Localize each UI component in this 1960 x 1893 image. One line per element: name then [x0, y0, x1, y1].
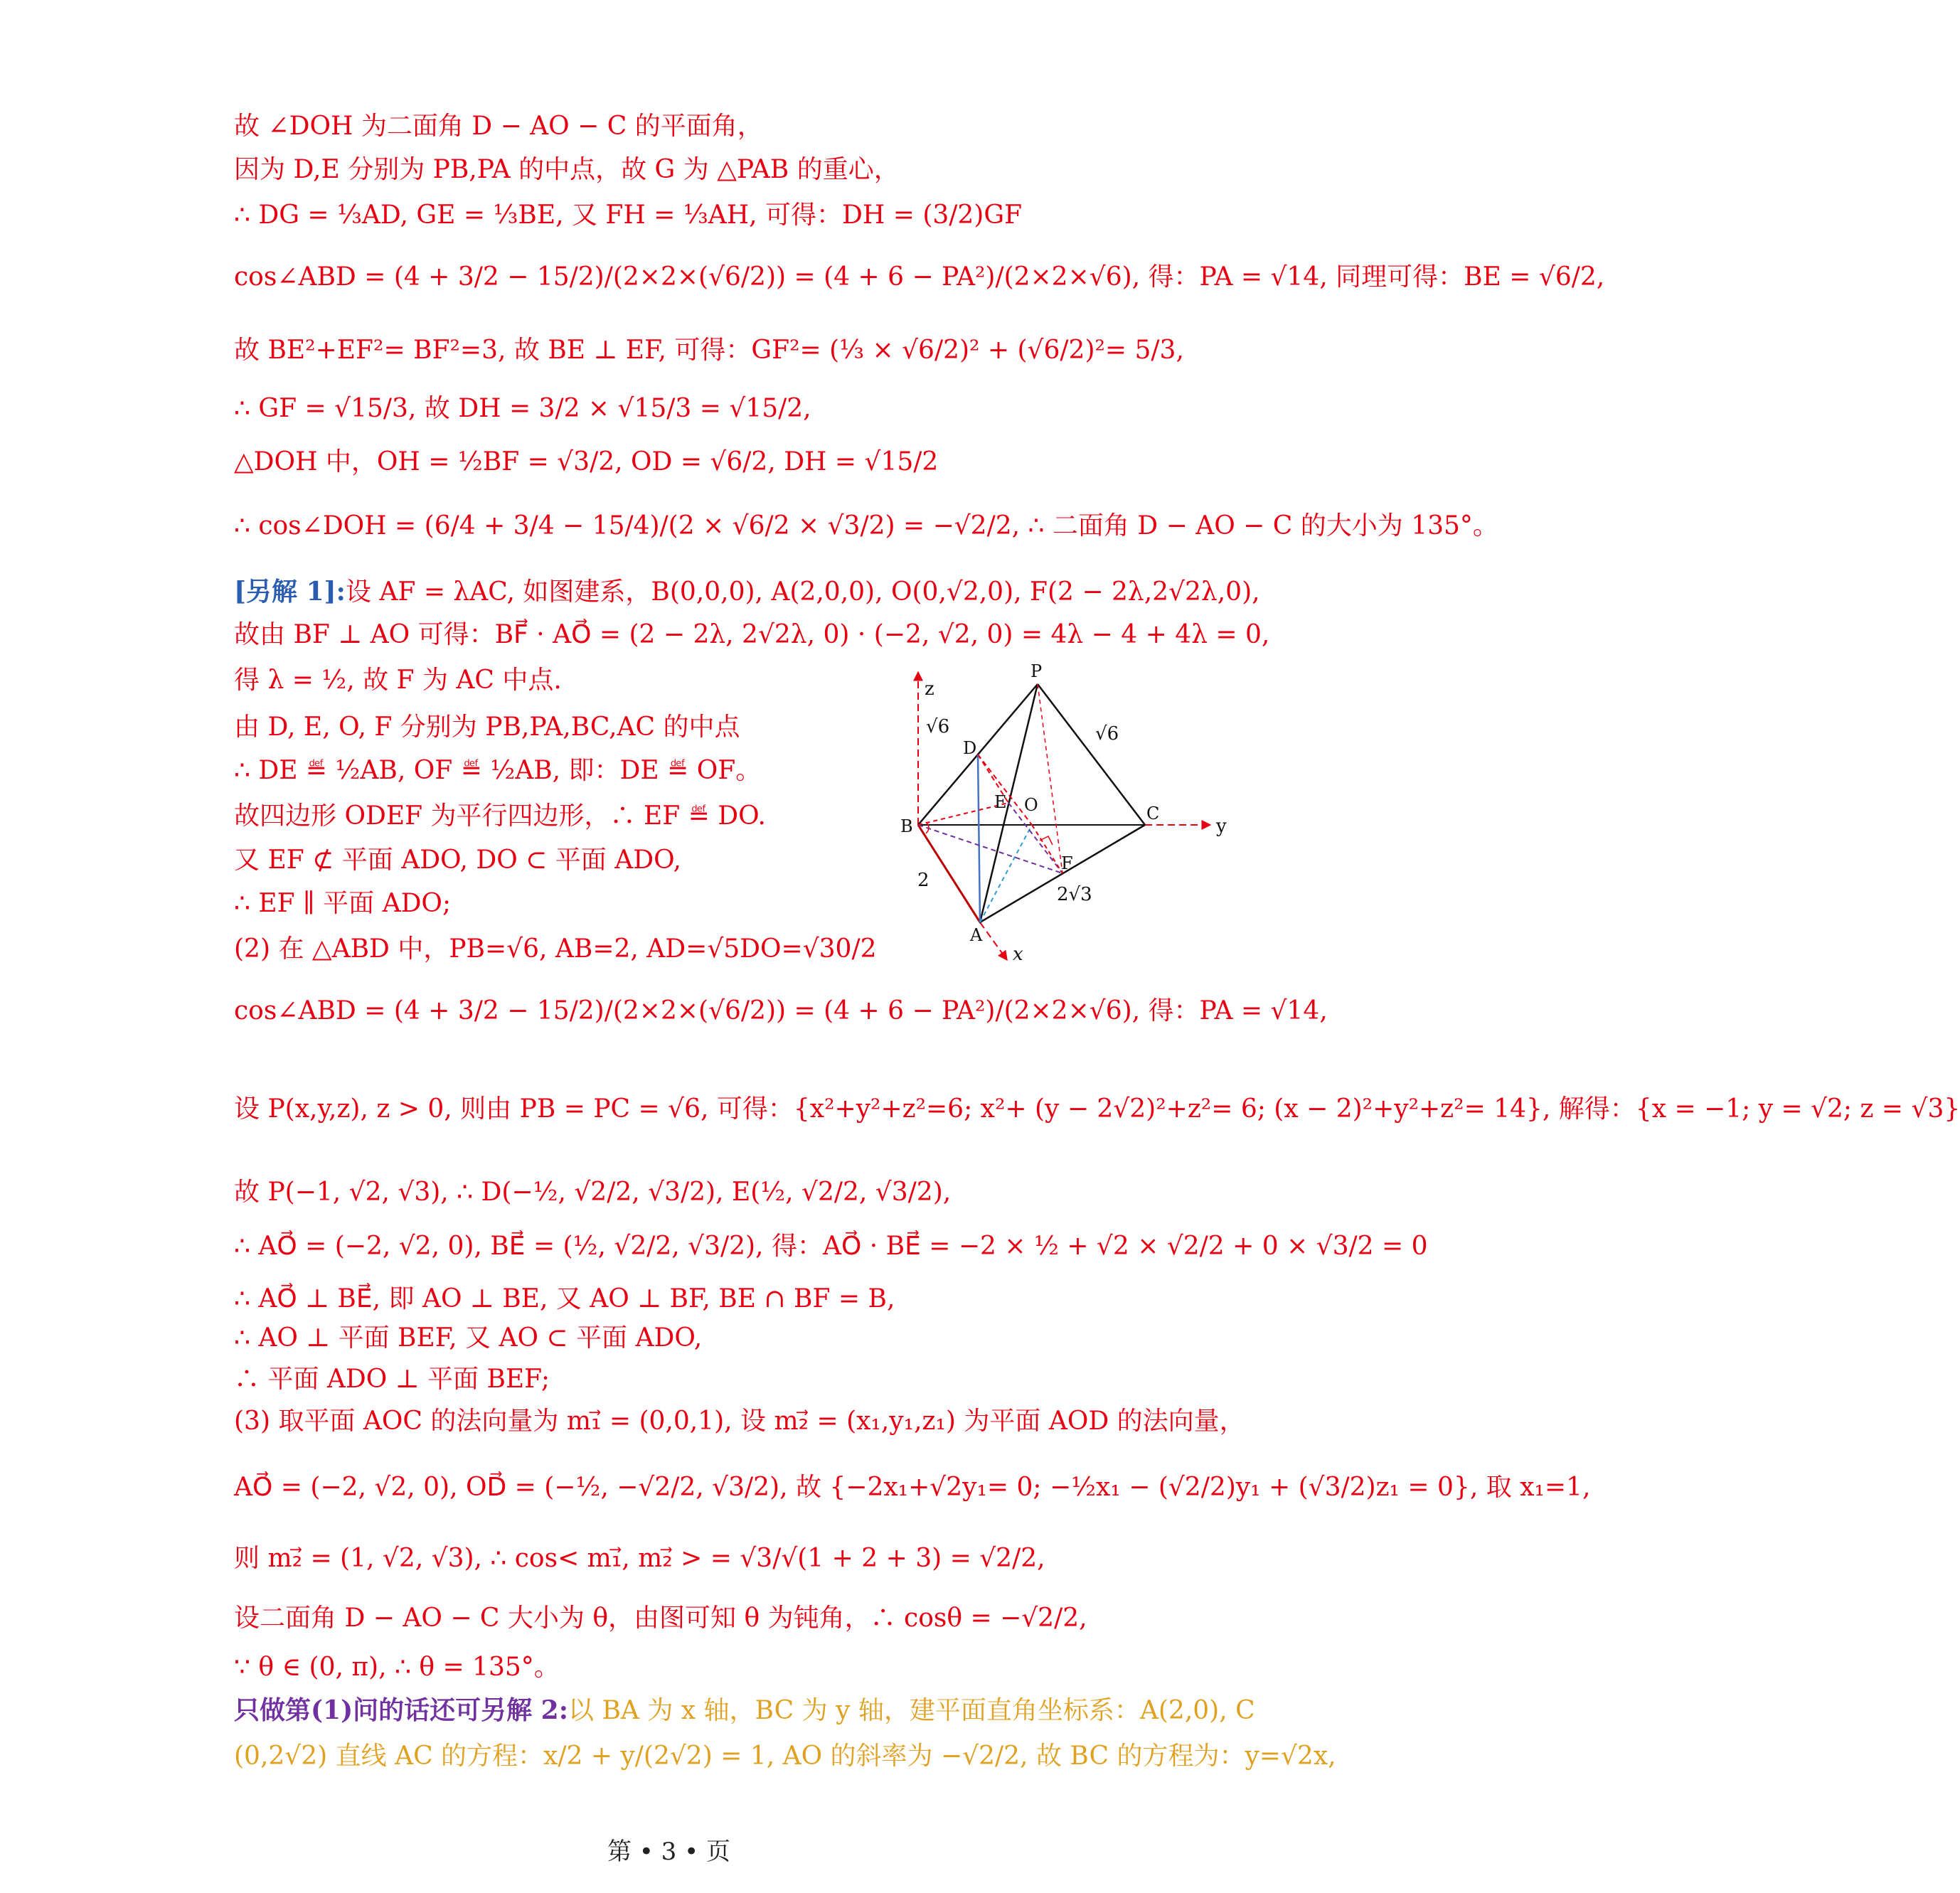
text-line: ∴ AO⃗ = (−2, √2, 0), BE⃗ = (½, √2/2, √3/2), 得：AO⃗ · BE⃗ = −2 × ½ + √2 × √2/2 + 0 × √3/2 = 0: [234, 1232, 1428, 1261]
point-F-label: F: [1061, 853, 1073, 873]
text-line: 因为 D,E 分别为 PB,PA 的中点，故 G 为 △PAB 的重心，: [234, 155, 900, 184]
text-line: (3) 取平面 AOC 的法向量为 m₁⃗ = (0,0,1), 设 m₂⃗ = (x₁,y₁,z₁) 为平面 AOD 的法向量，: [234, 1407, 1245, 1436]
text-line: 故 BE²+EF²= BF²=3, 故 BE ⊥ EF, 可得：GF²= (⅓ × √6/2)² + (√6/2)²= 5/3,: [234, 336, 1184, 365]
text-line: 得 λ = ½, 故 F 为 AC 中点.: [234, 666, 562, 695]
segment-OF: [1032, 825, 1062, 873]
length-AC-label: 2√3: [1057, 884, 1092, 905]
text-line: ∴ 平面 ADO ⊥ 平面 BEF;: [234, 1365, 550, 1394]
text-line: cos∠ABD = (4 + 3/2 − 15/2)/(2×2×(√6/2)) = (4 + 6 − PA²)/(2×2×√6), 得：PA = √14,: [234, 996, 1328, 1025]
point-D-label: D: [963, 738, 977, 758]
text-line: (0,2√2) 直线 AC 的方程：x/2 + y/(2√2) = 1, AO 的斜率为 −√2/2, 故 BC 的方程为：y=√2x,: [234, 1742, 1336, 1771]
text-line: ∵ θ ∈ (0, π), ∴ θ = 135°。: [234, 1653, 560, 1682]
length-PC-label: √6: [1095, 723, 1119, 745]
point-E-label: E: [994, 792, 1007, 812]
line-body: 设 AF = λAC, 如图建系，B(0,0,0), A(2,0,0), O(0,√2,0), F(2 − 2λ,2√2λ,0),: [345, 577, 1260, 607]
point-P-label: P: [1030, 661, 1043, 681]
segment-BF: [918, 825, 1062, 873]
alt-solution-1-label: [另解 1]:: [234, 577, 346, 607]
segment-DA: [978, 754, 980, 922]
text-line: ∴ DE ≝ ½AB, OF ≝ ½AB, 即：DE ≝ OF。: [234, 756, 762, 785]
text-line: [234, 577, 1260, 607]
text-line: (2) 在 △ABD 中，PB=√6, AB=2, AD=√5DO=√30/2: [234, 934, 877, 964]
text-line: △DOH 中，OH = ½BF = √3/2, OD = √6/2, DH = √15/2: [234, 447, 939, 476]
axis-z-label: z: [925, 678, 934, 700]
text-line: 故 ∠DOH 为二面角 D − AO − C 的平面角，: [234, 112, 763, 141]
axis-y-label: y: [1216, 816, 1227, 837]
x-axis: [980, 922, 1007, 960]
base-edges: [918, 825, 1145, 922]
page-number: 第 • 3 • 页: [607, 1838, 730, 1866]
text-line: 设 P(x,y,z), z > 0, 则由 PB = PC = √6, 可得：{x²+y²+z²=6; x²+ (y − 2√2)²+z²= 6; (x − 2)²+y²+z²= 14}, 解得：{x = −1; y = √2; z = √3}: [234, 1094, 1960, 1124]
length-AB-label: 2: [917, 870, 930, 891]
text-line: 故四边形 ODEF 为平行四边形，∴ EF ≝ DO.: [234, 801, 766, 831]
axis-x-label: x: [1013, 944, 1023, 965]
text-line: cos∠ABD = (4 + 3/2 − 15/2)/(2×2×(√6/2)) = (4 + 6 − PA²)/(2×2×√6), 得：PA = √14, 同理可得：BE = √6/2,: [234, 262, 1605, 292]
point-O-label: O: [1024, 795, 1038, 815]
text-line: ∴ AO⃗ ⊥ BE⃗, 即 AO ⊥ BE, 又 AO ⊥ BF, BE ∩ BF = B,: [234, 1284, 895, 1313]
text-line: ∴ AO ⊥ 平面 BEF, 又 AO ⊂ 平面 ADO,: [234, 1323, 703, 1353]
point-A-label: A: [970, 925, 983, 945]
point-C-label: C: [1146, 804, 1160, 823]
length-PB-label: √6: [926, 716, 950, 737]
text-line: ∴ EF ∥ 平面 ADO;: [234, 889, 452, 918]
text-line: 由 D, E, O, F 分别为 PB,PA,BC,AC 的中点: [234, 713, 740, 742]
alt-solution-2-label: 只做第(1)问的话还可另解 2:: [234, 1695, 568, 1725]
text-line: ∴ cos∠DOH = (6/4 + 3/4 − 15/4)/(2 × √6/2 × √3/2) = −√2/2, ∴ 二面角 D − AO − C 的大小为 135°。: [234, 511, 1498, 540]
text-line: 故由 BF ⊥ AO 可得：BF⃗ · AO⃗ = (2 − 2λ, 2√2λ, 0) · (−2, √2, 0) = 4λ − 4 + 4λ = 0,: [234, 620, 1270, 649]
text-line: AO⃗ = (−2, √2, 0), OD⃗ = (−½, −√2/2, √3/2), 故 {−2x₁+√2y₁= 0; −½x₁ − (√2/2)y₁ + (√3/2)z₁ = 0}, 取 x₁=1,: [234, 1473, 1591, 1502]
text-line: 又 EF ⊄ 平面 ADO, DO ⊂ 平面 ADO,: [234, 846, 681, 875]
text-line: [234, 1696, 1255, 1725]
text-line: ∴ GF = √15/3, 故 DH = 3/2 × √15/3 = √15/2,: [234, 394, 811, 423]
text-line: ∴ DG = ⅓AD, GE = ⅓BE, 又 FH = ⅓AH, 可得：DH = (3/2)GF: [234, 201, 1023, 230]
text-line: 则 m₂⃗ = (1, √2, √3), ∴ cos< m₁⃗, m₂⃗ > = √3/√(1 + 2 + 3) = √2/2,: [234, 1544, 1045, 1573]
text-line: 设二面角 D − AO − C 大小为 θ，由图可知 θ 为钝角，∴ cosθ = −√2/2,: [234, 1604, 1087, 1633]
geometry-figure: [882, 661, 1252, 967]
text-line: 故 P(−1, √2, √3), ∴ D(−½, √2/2, √3/2), E(½, √2/2, √3/2),: [234, 1178, 952, 1207]
line-body: 以 BA 为 x 轴，BC 为 y 轴，建平面直角坐标系：A(2,0), C: [568, 1696, 1255, 1725]
point-B-label: B: [900, 816, 913, 836]
